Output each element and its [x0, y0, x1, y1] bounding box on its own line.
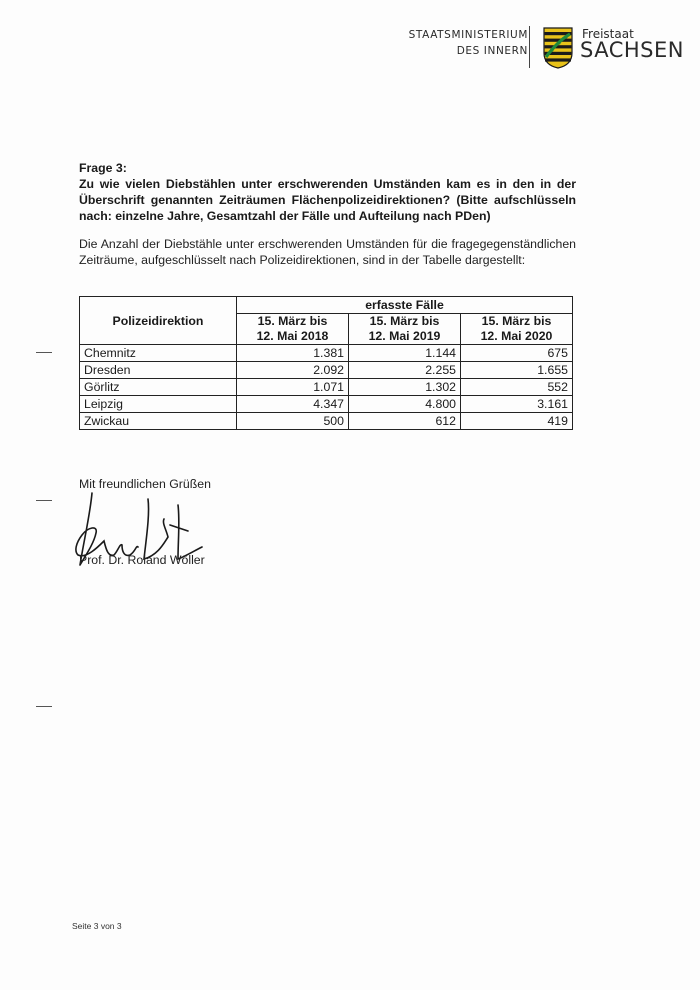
table-row: [80, 413, 573, 430]
period-line1: 15. März bis: [369, 314, 440, 328]
table-row: [80, 379, 573, 396]
table-header-row: [80, 297, 573, 314]
cell-2019: 612: [349, 413, 461, 430]
cell-2020: 675: [461, 345, 573, 362]
cell-2018: 2.092: [237, 362, 349, 379]
margin-mark: [36, 706, 52, 707]
column-header-2019: [349, 314, 461, 345]
cell-2018: 500: [237, 413, 349, 430]
margin-mark: [36, 352, 52, 353]
column-header-2018: [237, 314, 349, 345]
period-line2: 12. Mai 2020: [480, 329, 553, 343]
cell-2020: 552: [461, 379, 573, 396]
column-group-header: erfasste Fälle: [237, 297, 573, 314]
column-header-2020: [461, 314, 573, 345]
ministry-line1: STAATSMINISTERIUM: [408, 29, 528, 41]
cell-2018: 1.071: [237, 379, 349, 396]
cell-2019: 1.144: [349, 345, 461, 362]
period-line1: 15. März bis: [481, 314, 552, 328]
state-label-large: SACHSEN: [580, 38, 684, 62]
question-label: Frage 3:: [79, 161, 127, 175]
state-label-small: Freistaat: [582, 27, 634, 41]
ministry-line2: DES INNERN: [456, 45, 528, 57]
ministry-name: [409, 27, 528, 59]
page-number: Seite 3 von 3: [72, 921, 122, 931]
cell-2019: 2.255: [349, 362, 461, 379]
period-line2: 12. Mai 2019: [368, 329, 441, 343]
header-divider: [529, 26, 530, 68]
cell-2020: 1.655: [461, 362, 573, 379]
row-name: Görlitz: [80, 379, 237, 396]
row-name: Leipzig: [80, 396, 237, 413]
table-row: [80, 345, 573, 362]
cell-2020: 3.161: [461, 396, 573, 413]
row-name: Zwickau: [80, 413, 237, 430]
cell-2018: 1.381: [237, 345, 349, 362]
cell-2019: 4.800: [349, 396, 461, 413]
question-block: [79, 160, 576, 224]
period-line1: 15. März bis: [257, 314, 328, 328]
theft-statistics-table: [79, 296, 573, 430]
period-line2: 12. Mai 2018: [256, 329, 329, 343]
signer-name: Prof. Dr. Roland Wöller: [79, 553, 205, 567]
margin-mark: [36, 500, 52, 501]
row-name: Chemnitz: [80, 345, 237, 362]
question-text: Zu wie vielen Diebstählen unter erschwerenden Umständen kam es in den in der Überschrift genannten Zeiträumen Flächenpolizeidirektionen? (Bitte aufschlüsseln nach: einzelne Jahre, Gesamtzahl der Fälle und Aufteilung nach PDen): [79, 177, 576, 223]
saxony-coat-of-arms-icon: [543, 27, 573, 69]
answer-text: Die Anzahl der Diebstähle unter erschwerenden Umständen für die fragegegenständlichen Zeiträume, aufgeschlüsselt nach Polizeidirektionen, sind in der Tabelle dargestellt:: [79, 237, 576, 267]
cell-2020: 419: [461, 413, 573, 430]
closing-greeting: Mit freundlichen Grüßen: [79, 477, 211, 491]
row-name: Dresden: [80, 362, 237, 379]
column-header-police-directorate: Polizeidirektion: [80, 297, 237, 345]
table-row: [80, 362, 573, 379]
cell-2019: 1.302: [349, 379, 461, 396]
cell-2018: 4.347: [237, 396, 349, 413]
table-row: [80, 396, 573, 413]
